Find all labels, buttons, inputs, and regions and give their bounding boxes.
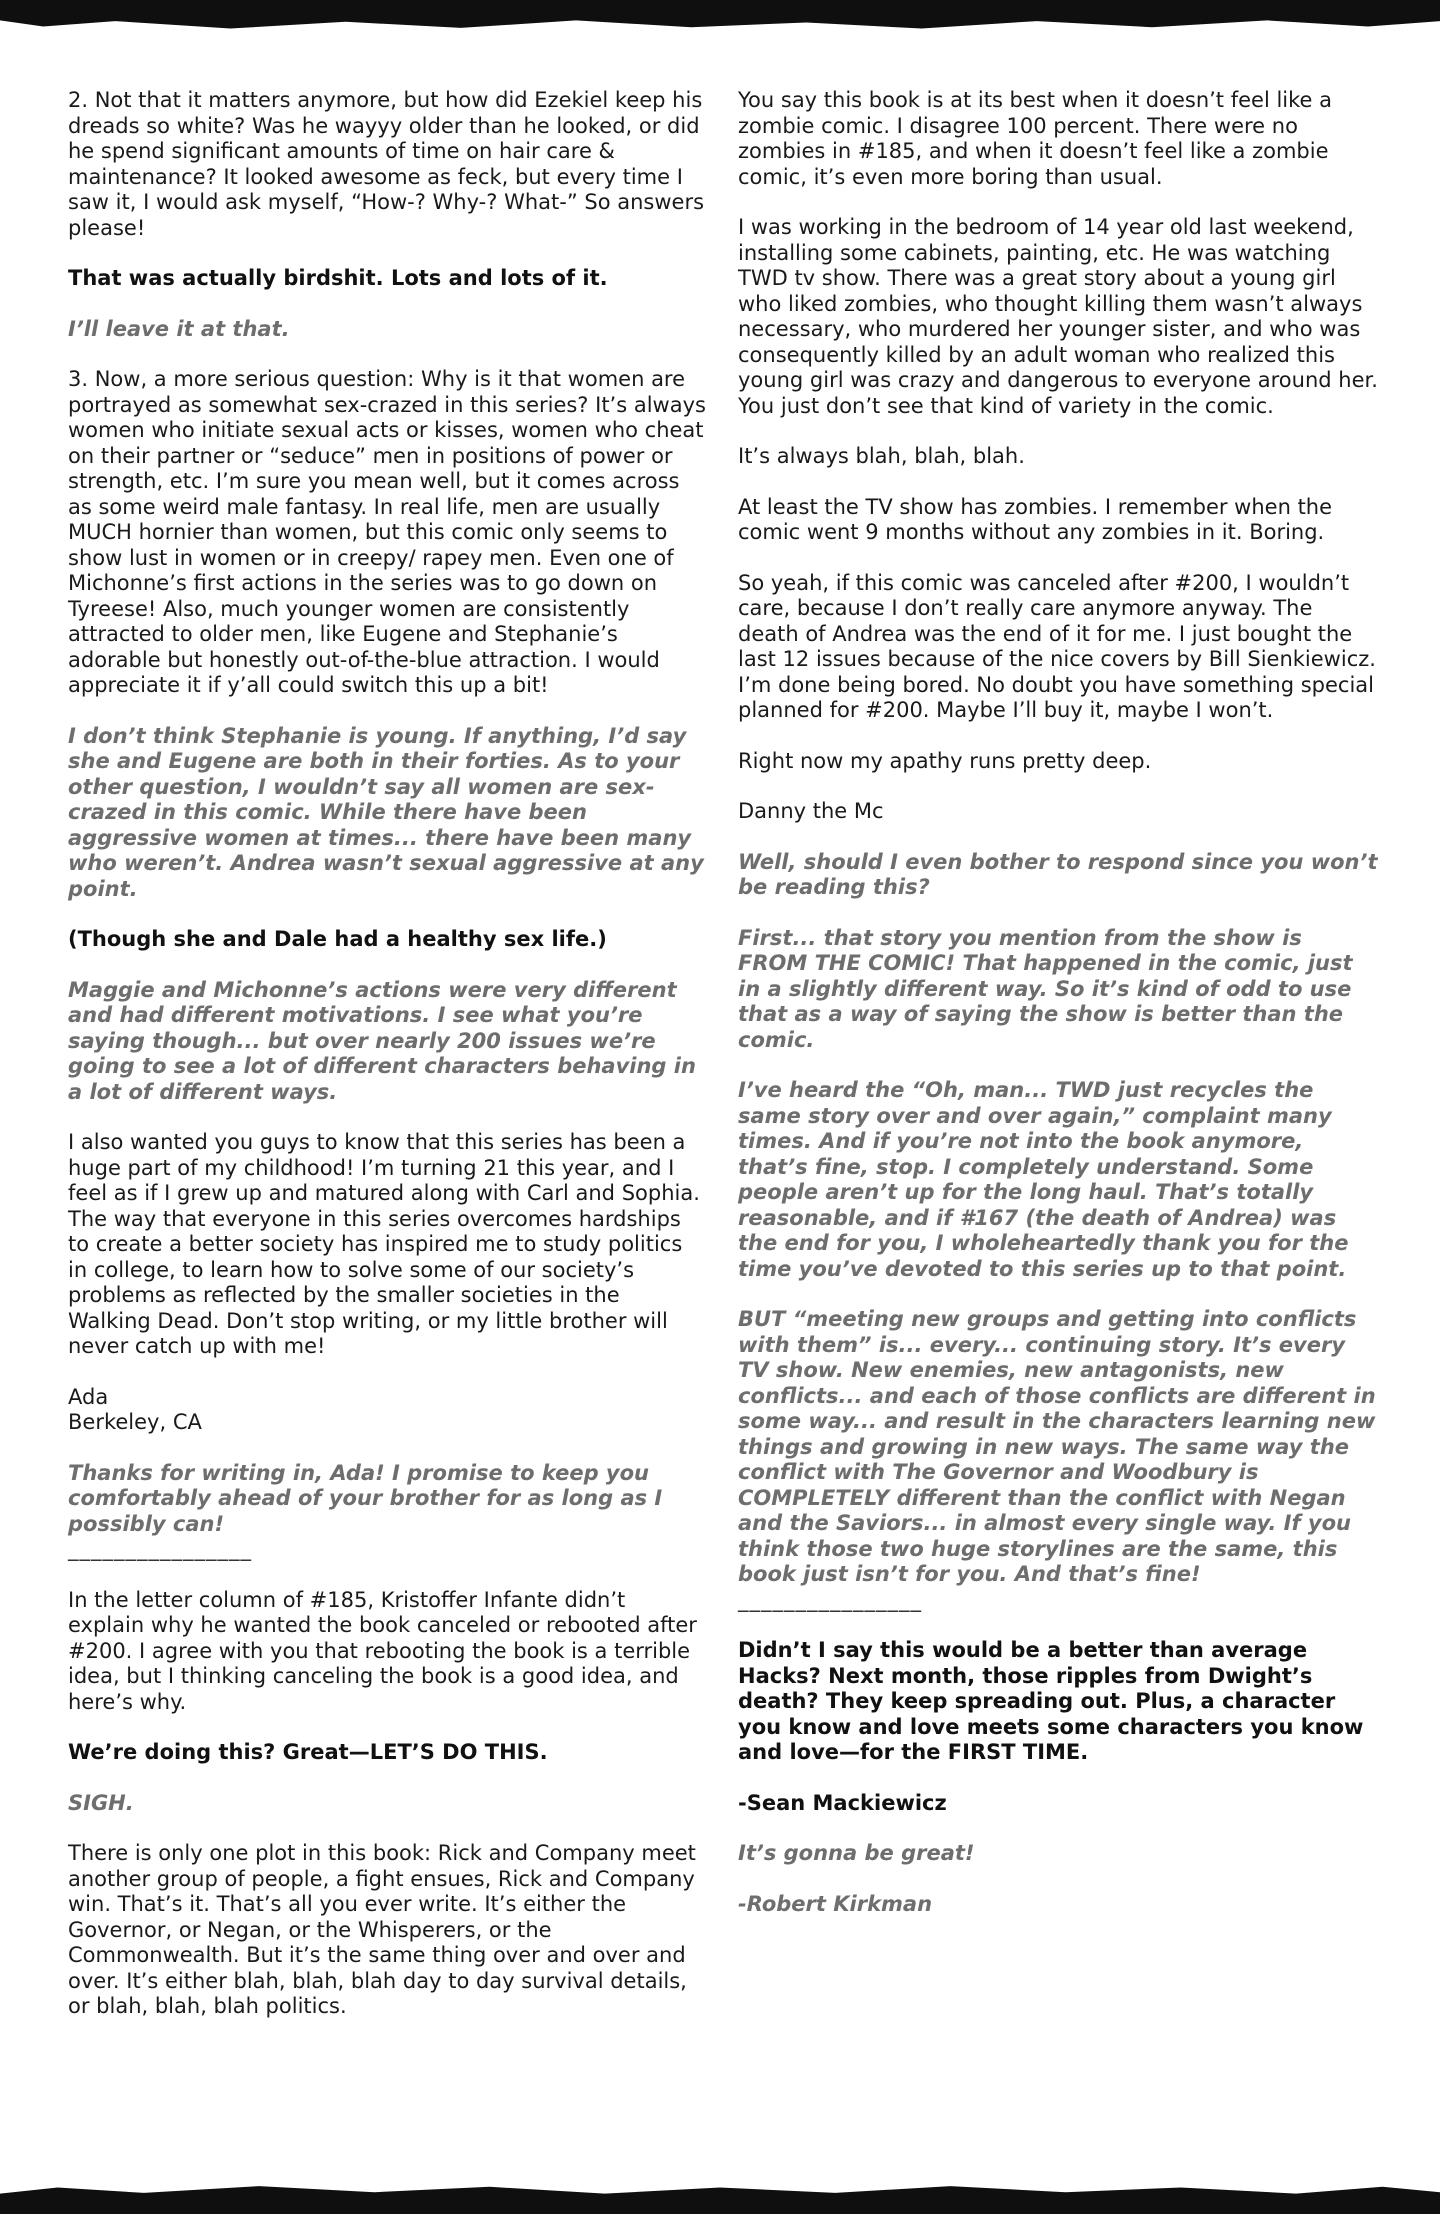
editor-signoff: -Sean Mackiewicz (738, 1790, 947, 1815)
section-divider: ________________ (738, 1587, 922, 1612)
letter-body: I was working in the bedroom of 14 year old last weekend, installing some cabinets, painting, etc. He was watching TWD tv show. There was a great story about a young girl who liked zombies, who thought killing them wasn’t always necessary, who murdered her younger sister, and who was consequently killed by an adult woman who realized this young girl was crazy and dangerous to everyone around her. You just don’t see that kind of variety in the comic. (738, 215, 1378, 418)
reply-italic: Thanks for writing in, Ada! I promise to keep you comfortably ahead of your brother for as long as I possibly can! (68, 1460, 663, 1536)
letter-question-2: 2. Not that it matters anymore, but how did Ezekiel keep his dreads so white? Was he wayyy older than he looked, or did he spend significant amounts of time on hair care & maintenance? It looked awesome as feck, but every time I saw it, I would ask myself, “How-? Why-? What-” So answers please! (68, 88, 705, 240)
torn-border-bottom (0, 2180, 1440, 2214)
letter-body: So yeah, if this comic was canceled after #200, I wouldn’t care, because I don’t really care anymore anyway. The death of Andrea was the end of it for me. I just bought the last 12 issues because of the nice covers by Bill Sienkiewicz. I’m done being bored. No doubt you have something special planned for #200. Maybe I’ll buy it, maybe I won’t. (738, 570, 1376, 722)
letter-body: You say this book is at its best when it doesn’t feel like a zombie comic. I disagree 100 percent. There were no zombies in #185, and when it doesn’t feel like a zombie comic, it’s even more boring than usual. (738, 88, 1333, 189)
reply-italic: BUT “meeting new groups and getting into conflicts with them” is... every... continuing story. It’s every TV show. New enemies, new antagonists, new conflicts... and each of those conflicts are different in some way... and result in the characters learning new things and growing in new ways. The same way the conflict with The Governor and Woodbury is COMPLETELY different than the conflict with Negan and the Saviors... in almost every single way. If you think those two huge storylines are the same, this book just isn’t for you. And that’s fine! (738, 1307, 1376, 1586)
reply-italic: I’ll leave it at that. (68, 316, 290, 341)
reply-italic: It’s gonna be great! (738, 1841, 975, 1865)
reply-bold: That was actually birdshit. Lots and lots of it. (68, 266, 608, 290)
reply-bold: We’re doing this? Great—LET’S DO THIS. (68, 1740, 548, 1764)
letter-intro: In the letter column of #185, Kristoffer Infante didn’t explain why he wanted the book canceled or rebooted after #200. I agree with you that rebooting the book is a terrible idea, but I thinking canceling the book is a good idea, and here’s why. (68, 1587, 697, 1714)
letter-body: Right now my apathy runs pretty deep. (738, 748, 1152, 773)
letter-body: There is only one plot in this book: Rick and Company meet another group of people, a fight ensues, Rick and Company win. That’s it. That’s all you ever write. It’s either the Governor, or Negan, or the Whisperers, or the Commonwealth. But it’s the same thing over and over and over. It’s either blah, blah, blah day to day survival details, or blah, blah, blah politics. (68, 1841, 696, 2018)
reply-italic: SIGH. (68, 1790, 134, 1815)
signature-location: Berkeley, CA (68, 1410, 202, 1434)
reply-italic: I’ve heard the “Oh, man... TWD just recycles the same story over and over again,” complaint many times. And if you’re not into the book anymore, that’s fine, stop. I completely understand. Some people aren’t up for the long haul. That’s totally reasonable, and if #167 (the death of Andrea) was the end for you, I wholeheartedly thank you for the time you’ve devoted to this series up to that point. (738, 1078, 1349, 1281)
letter-question-3: 3. Now, a more serious question: Why is it that women are portrayed as somewhat sex-crazed in this series? It’s always women who initiate sexual acts or kisses, women who cheat on their partner or “seduce” men in positions of power or strength, etc. I’m sure you mean well, but it comes across as some weird male fantasy. In real life, men are usually MUCH hornier than women, but this comic only seems to show lust in women or in creepy/ rapey men. Even one of Michonne’s first actions in the series was to go down on Tyreese! Also, much younger women are consistently attracted to older men, like Eugene and Stephanie’s adorable but honestly out-of-the-blue attraction. I would appreciate it if y’all could switch this up a bit! (68, 367, 706, 697)
signature-name: Ada (68, 1384, 109, 1409)
signature-name: Danny the Mc (738, 799, 884, 823)
left-column (68, 88, 708, 2045)
reply-italic: First... that story you mention from the show is FROM THE COMIC! That happened in the comic, just in a slightly different way. So it’s kind of odd to use that as a way of saying the show is better than the comic. (738, 925, 1353, 1052)
author-signoff: -Robert Kirkman (738, 1891, 933, 1916)
section-divider: ________________ (68, 1537, 252, 1561)
letter-body: At least the TV show has zombies. I remember when the comic went 9 months without any zombies in it. Boring. (738, 494, 1333, 544)
letter-signature (68, 1385, 708, 1436)
letter-body: It’s always blah, blah, blah. (738, 444, 1025, 468)
reply-italic: Maggie and Michonne’s actions were very different and had different motivations. I see what you’re saying though... but over nearly 200 issues we’re going to see a lot of different characters behaving in a lot of different ways. (68, 977, 696, 1104)
torn-border-top (0, 0, 1440, 34)
reply-italic: I don’t think Stephanie is young. If anything, I’d say she and Eugene are both in their forties. As to your other question, I wouldn’t say all women are sex-crazed in this comic. While there have been aggressive women at times... there have been many who weren’t. Andrea wasn’t sexual aggressive at any point. (68, 723, 704, 901)
reply-italic: Well, should I even bother to respond since you won’t be reading this? (738, 849, 1378, 899)
letter-closing: I also wanted you guys to know that this series has been a huge part of my childhood! I’m turning 21 this year, and I feel as if I grew up and matured along with Carl and Sophia. The way that everyone in this series overcomes hardships to create a better society has inspired me to study politics in college, to learn how to solve some of our society’s problems as reflected by the smaller societies in the Walking Dead. Don’t stop writing, or my little brother will never catch up with me! (68, 1130, 700, 1358)
right-column (738, 88, 1378, 1942)
next-month-teaser: Didn’t I say this would be a better than average Hacks? Next month, those ripples from Dwight’s death? They keep spreading out. Plus, a character you know and love meets some characters you know and love—for the FIRST TIME. (738, 1638, 1364, 1764)
reply-bold: (Though she and Dale had a healthy sex life.) (68, 927, 607, 951)
